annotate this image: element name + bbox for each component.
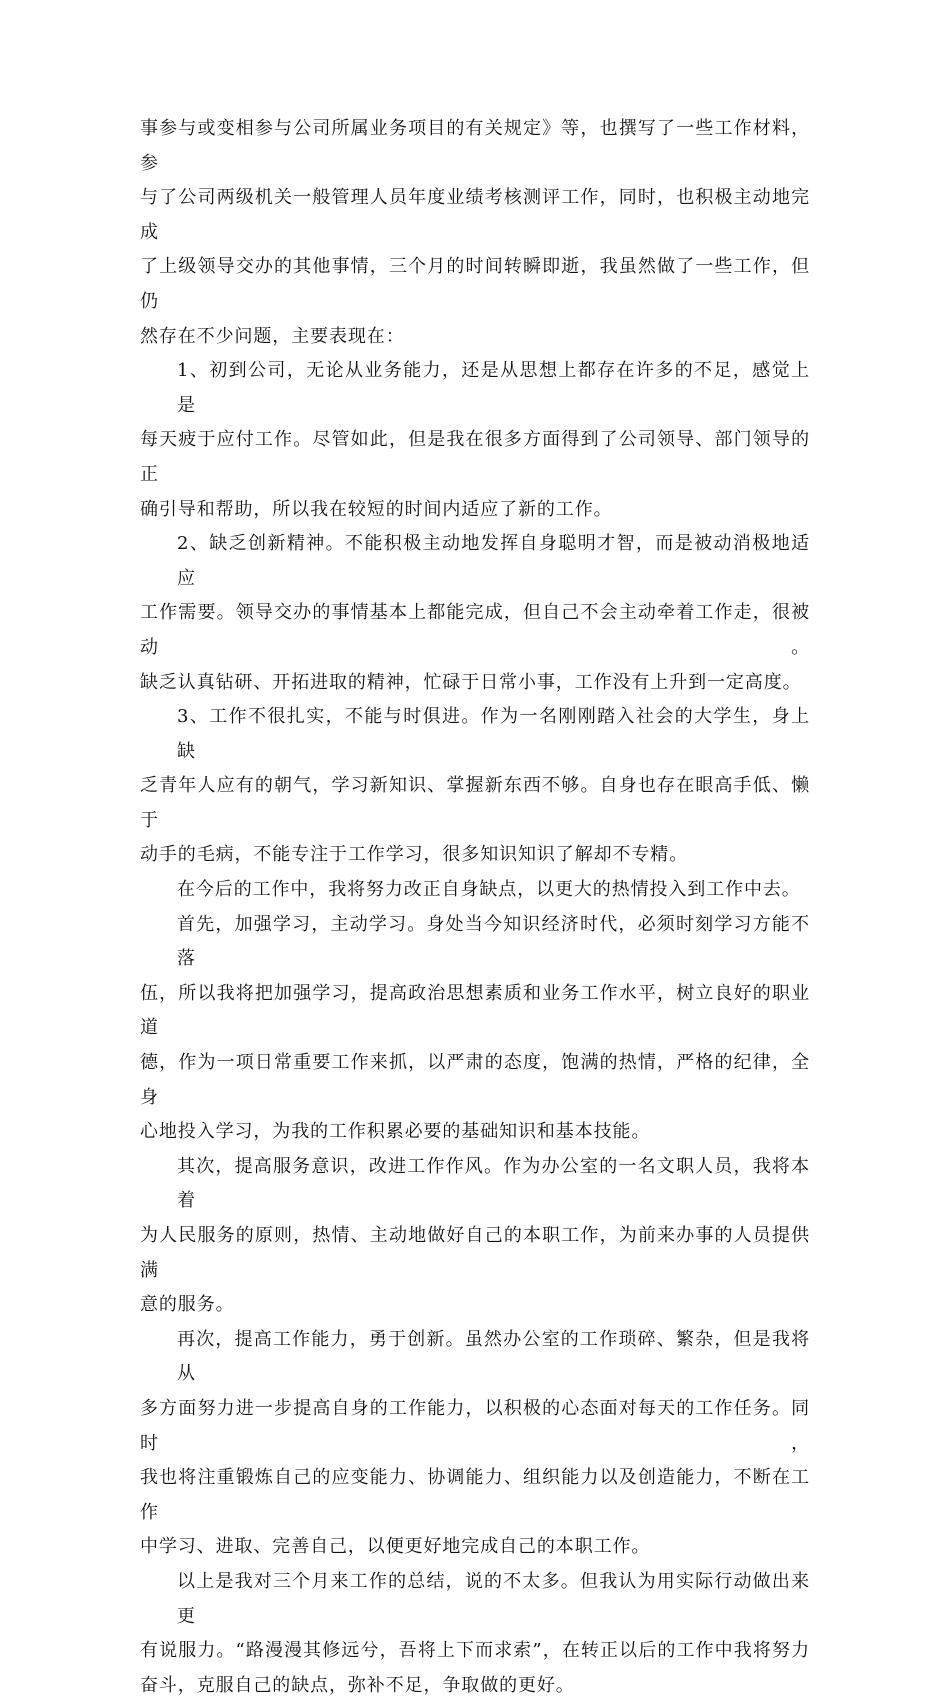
text-line: 确引导和帮助，所以我在较短的时间内适应了新的工作。 bbox=[140, 498, 613, 520]
text-line: 以上是我对三个月来工作的总结，说的不太多。但我认为用实际行动做出来更 bbox=[177, 1570, 810, 1627]
text-line: 奋斗，克服自己的缺点，弥补不足，争取做的更好。 bbox=[140, 1674, 575, 1696]
paragraph bbox=[140, 1565, 810, 1703]
text-line: 心地投入学习，为我的工作积累必要的基础知识和基本技能。 bbox=[140, 1121, 651, 1143]
paragraph bbox=[140, 354, 810, 527]
paragraph bbox=[140, 700, 810, 873]
text-line: 事参与或变相参与公司所属业务项目的有关规定》等，也撰写了一些工作材料，参 bbox=[140, 118, 810, 174]
text-line: 与了公司两级机关一般管理人员年度业绩考核测评工作，同时，也积极主动地完成 bbox=[140, 187, 810, 243]
text-line: 1、初到公司，无论从业务能力，还是从思想上都存在许多的不足，感觉上是 bbox=[177, 360, 810, 416]
text-line: 首先，加强学习，主动学习。身处当今知识经济时代，必须时刻学习方能不落 bbox=[177, 913, 810, 970]
text-line: 每天疲于应付工作。尽管如此，但是我在很多方面得到了公司领导、部门领导的正 bbox=[140, 429, 810, 485]
text-line: 工作需要。领导交办的事情基本上都能完成，但自己不会主动牵着工作走，很被动。 bbox=[140, 602, 810, 658]
text-line: 为人民服务的原则，热情、主动地做好自己的本职工作，为前来办事的人员提供满 bbox=[140, 1225, 810, 1281]
text-line: 德，作为一项日常重要工作来抓，以严肃的态度，饱满的热情，严格的纪律，全身 bbox=[140, 1052, 810, 1108]
text-line: 缺乏认真钻研、开拓进取的精神，忙碌于日常小事，工作没有上升到一定高度。 bbox=[140, 671, 802, 693]
paragraph bbox=[140, 1323, 810, 1565]
text-line: 有说服力。“路漫漫其修远兮，吾将上下而求索”，在转正以后的工作中我将努力 bbox=[140, 1640, 810, 1662]
text-line: 2、缺乏创新精神。不能积极主动地发挥自身聪明才智，而是被动消极地适应 bbox=[177, 533, 810, 589]
text-line: 其次，提高服务意识，改进工作作风。作为办公室的一名文职人员，我将本着 bbox=[177, 1155, 810, 1212]
text-line: 3、工作不很扎实，不能与时俱进。作为一名刚刚踏入社会的大学生，身上缺 bbox=[177, 706, 810, 762]
text-line: 我也将注重锻炼自己的应变能力、协调能力、组织能力以及创造能力，不断在工作 bbox=[140, 1467, 810, 1523]
text-line: 再次，提高工作能力，勇于创新。虽然办公室的工作琐碎、繁杂，但是我将从 bbox=[177, 1328, 810, 1385]
text-line: 伍，所以我将把加强学习，提高政治思想素质和业务工作水平，树立良好的职业道 bbox=[140, 982, 810, 1039]
text-line: 动手的毛病，不能专注于工作学习，很多知识知识了解却不专精。 bbox=[140, 844, 689, 866]
document-body bbox=[140, 112, 810, 1703]
paragraph bbox=[140, 1150, 810, 1323]
text-line: 意的服务。 bbox=[140, 1294, 235, 1316]
text-line: 然存在不少问题，主要表现在： bbox=[140, 325, 405, 347]
paragraph bbox=[140, 527, 810, 700]
paragraph bbox=[140, 873, 810, 908]
text-line: 在今后的工作中，我将努力改正自身缺点，以更大的热情投入到工作中去。 bbox=[177, 879, 801, 901]
text-line: 中学习、进取、完善自己，以便更好地完成自己的本职工作。 bbox=[140, 1536, 651, 1558]
text-line: 了上级领导交办的其他事情，三个月的时间转瞬即逝，我虽然做了一些工作，但仍 bbox=[140, 256, 810, 312]
paragraph bbox=[140, 112, 810, 354]
text-line: 多方面努力进一步提高自身的工作能力，以积极的心态面对每天的工作任务。同时， bbox=[140, 1397, 810, 1454]
paragraph bbox=[140, 908, 810, 1150]
text-line: 乏青年人应有的朝气，学习新知识、掌握新东西不够。自身也存在眼高手低、懒于 bbox=[140, 775, 810, 831]
